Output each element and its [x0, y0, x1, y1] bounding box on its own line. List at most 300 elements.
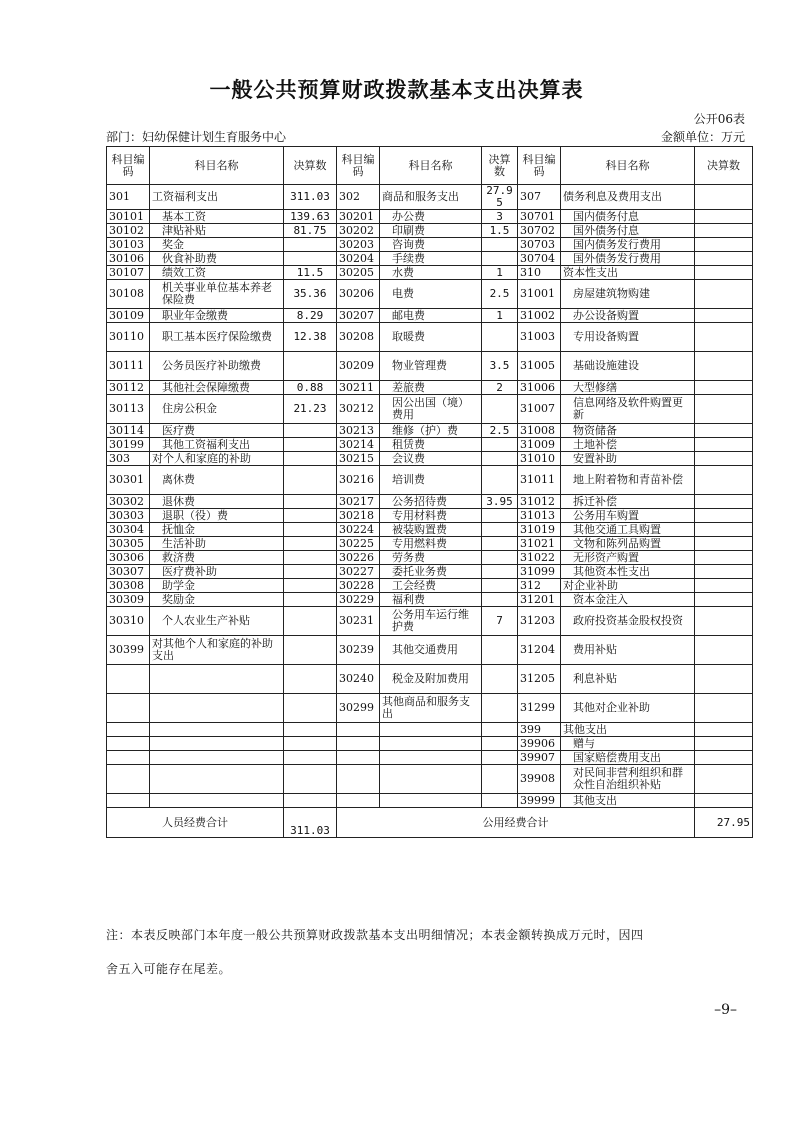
final-amount: [695, 238, 753, 252]
subject-code: 30231: [337, 607, 380, 636]
final-amount: [695, 509, 753, 523]
final-amount: [482, 593, 518, 607]
subject-name: 印刷费: [380, 224, 482, 238]
final-amount: [284, 794, 337, 808]
footnote-line-2: 舍五入可能存在尾差。: [106, 962, 232, 976]
subject-name: 职业年金缴费: [150, 309, 284, 323]
subject-name: 赠与: [561, 737, 695, 751]
subject-code: 39907: [518, 751, 561, 765]
footnote: [106, 925, 756, 993]
table-row: [107, 323, 753, 352]
final-amount: [695, 352, 753, 381]
subject-name: 专用材料费: [380, 509, 482, 523]
final-amount: [482, 438, 518, 452]
header-code-3: 科目编码: [518, 147, 561, 185]
table-row: [107, 238, 753, 252]
subject-code: [107, 765, 150, 794]
table-row: [107, 579, 753, 593]
subject-code: [107, 665, 150, 694]
table-row: [107, 452, 753, 466]
final-amount: [695, 466, 753, 495]
subject-name: 公务员医疗补助缴费: [150, 352, 284, 381]
final-amount: [284, 537, 337, 551]
subject-code: 30106: [107, 252, 150, 266]
subject-name: 职工基本医疗保险缴费: [150, 323, 284, 352]
final-amount: [284, 438, 337, 452]
subject-name: 政府投资基金股权投资: [561, 607, 695, 636]
final-amount: [695, 665, 753, 694]
subject-name: 大型修缮: [561, 381, 695, 395]
subject-name: 物业管理费: [380, 352, 482, 381]
amount-unit-label: 金额单位：万元: [660, 130, 745, 144]
subject-code: 30212: [337, 395, 380, 424]
header-name-1: 科目名称: [150, 147, 284, 185]
final-amount: 311.03: [284, 185, 337, 210]
subject-name: 委托业务费: [380, 565, 482, 579]
subject-name: 租赁费: [380, 438, 482, 452]
final-amount: [482, 737, 518, 751]
final-amount: 11.5: [284, 266, 337, 280]
final-amount: [284, 607, 337, 636]
subject-name: [150, 794, 284, 808]
subject-code: 31203: [518, 607, 561, 636]
subject-name: 助学金: [150, 579, 284, 593]
final-amount: [695, 280, 753, 309]
final-amount: [284, 751, 337, 765]
subject-code: 303: [107, 452, 150, 466]
table-row: [107, 737, 753, 751]
table-row: [107, 537, 753, 551]
subject-code: 30703: [518, 238, 561, 252]
subject-code: 31019: [518, 523, 561, 537]
subject-code: 30227: [337, 565, 380, 579]
subject-name: 手续费: [380, 252, 482, 266]
subject-code: 30201: [337, 210, 380, 224]
final-amount: 21.23: [284, 395, 337, 424]
final-amount: [482, 579, 518, 593]
final-amount: [695, 537, 753, 551]
subject-name: 专用设备购置: [561, 323, 695, 352]
final-amount: [482, 551, 518, 565]
final-amount: [695, 694, 753, 723]
subject-code: 30239: [337, 636, 380, 665]
subject-name: 国家赔偿费用支出: [561, 751, 695, 765]
subject-code: 30224: [337, 523, 380, 537]
final-amount: [284, 737, 337, 751]
subject-code: 31204: [518, 636, 561, 665]
table-row: [107, 395, 753, 424]
final-amount: [482, 452, 518, 466]
subject-code: 30208: [337, 323, 380, 352]
subject-code: 30112: [107, 381, 150, 395]
final-amount: [284, 352, 337, 381]
final-amount: [284, 523, 337, 537]
subject-code: 31001: [518, 280, 561, 309]
subject-code: [107, 694, 150, 723]
subject-code: 30309: [107, 593, 150, 607]
final-amount: 8.29: [284, 309, 337, 323]
subject-code: 30209: [337, 352, 380, 381]
table-row: [107, 607, 753, 636]
subject-code: 30103: [107, 238, 150, 252]
subject-name: 物资储备: [561, 424, 695, 438]
final-amount: 1: [482, 266, 518, 280]
subject-code: 30229: [337, 593, 380, 607]
table-row: [107, 794, 753, 808]
subject-name: [150, 723, 284, 737]
subject-name: 退休费: [150, 495, 284, 509]
subject-name: 奖金: [150, 238, 284, 252]
subject-code: 31009: [518, 438, 561, 452]
final-amount: [482, 537, 518, 551]
subject-name: 其他工资福利支出: [150, 438, 284, 452]
final-amount: [284, 551, 337, 565]
table-row: [107, 309, 753, 323]
subject-name: [150, 765, 284, 794]
subject-code: 30216: [337, 466, 380, 495]
subject-code: 30218: [337, 509, 380, 523]
subject-name: [380, 794, 482, 808]
subject-name: 公务招待费: [380, 495, 482, 509]
final-amount: 2: [482, 381, 518, 395]
final-amount: [284, 636, 337, 665]
final-amount: [482, 636, 518, 665]
subject-code: 30225: [337, 537, 380, 551]
final-amount: [695, 523, 753, 537]
subject-name: 其他支出: [561, 723, 695, 737]
header-name-2: 科目名称: [380, 147, 482, 185]
subject-code: 30308: [107, 579, 150, 593]
subject-name: 拆迁补偿: [561, 495, 695, 509]
subject-code: 39908: [518, 765, 561, 794]
subject-name: 对民间非营利组织和群众性自治组织补贴: [561, 765, 695, 794]
subject-code: [337, 723, 380, 737]
table-row: [107, 636, 753, 665]
final-amount: [695, 252, 753, 266]
subject-code: 30199: [107, 438, 150, 452]
table-row: [107, 495, 753, 509]
subject-name: 信息网络及软件购置更新: [561, 395, 695, 424]
subject-code: 30303: [107, 509, 150, 523]
subject-code: 30226: [337, 551, 380, 565]
final-amount: 12.38: [284, 323, 337, 352]
subject-name: 奖励金: [150, 593, 284, 607]
subject-name: [150, 751, 284, 765]
table-row: [107, 694, 753, 723]
table-row: [107, 466, 753, 495]
subject-name: 公务用车运行维护费: [380, 607, 482, 636]
final-amount: [695, 495, 753, 509]
final-amount: [695, 266, 753, 280]
final-amount: 3.5: [482, 352, 518, 381]
subject-name: 文物和陈列品购置: [561, 537, 695, 551]
final-amount: [695, 185, 753, 210]
final-amount: [284, 466, 337, 495]
subject-name: 医疗费: [150, 424, 284, 438]
subject-name: 劳务费: [380, 551, 482, 565]
subject-code: [337, 751, 380, 765]
personnel-total-label: 人员经费合计: [107, 808, 284, 838]
subject-code: 31205: [518, 665, 561, 694]
subject-name: 离休费: [150, 466, 284, 495]
subject-code: 30203: [337, 238, 380, 252]
final-amount: [695, 210, 753, 224]
final-amount: [482, 794, 518, 808]
final-amount: [695, 593, 753, 607]
subject-name: [150, 665, 284, 694]
subject-name: 津贴补贴: [150, 224, 284, 238]
final-amount: [482, 723, 518, 737]
final-amount: 3.95: [482, 495, 518, 509]
subject-code: 30109: [107, 309, 150, 323]
final-amount: [284, 665, 337, 694]
table-row: [107, 381, 753, 395]
header-code-1: 科目编码: [107, 147, 150, 185]
page-number: –9–: [714, 1002, 737, 1018]
subject-name: 其他对企业补助: [561, 694, 695, 723]
subject-name: 国外债务付息: [561, 224, 695, 238]
table-row: [107, 280, 753, 309]
final-amount: [695, 551, 753, 565]
table-row: [107, 424, 753, 438]
final-amount: 1: [482, 309, 518, 323]
form-number: 公开06表: [693, 112, 745, 126]
subject-code: 310: [518, 266, 561, 280]
subject-name: 其他资本性支出: [561, 565, 695, 579]
final-amount: [284, 694, 337, 723]
header-name-3: 科目名称: [561, 147, 695, 185]
table-row: [107, 224, 753, 238]
subject-code: 30701: [518, 210, 561, 224]
subject-code: 39906: [518, 737, 561, 751]
subject-code: 30214: [337, 438, 380, 452]
final-amount: [482, 523, 518, 537]
totals-row: [107, 808, 753, 838]
subject-name: 房屋建筑物购建: [561, 280, 695, 309]
subject-code: 31008: [518, 424, 561, 438]
subject-name: 取暖费: [380, 323, 482, 352]
subject-name: 因公出国（境）费用: [380, 395, 482, 424]
subject-code: 30704: [518, 252, 561, 266]
subject-name: 其他交通费用: [380, 636, 482, 665]
public-total-value: 27.95: [695, 808, 753, 838]
subject-code: 399: [518, 723, 561, 737]
table-row: [107, 266, 753, 280]
subject-code: 30228: [337, 579, 380, 593]
subject-name: 基本工资: [150, 210, 284, 224]
subject-name: 其他支出: [561, 794, 695, 808]
final-amount: [284, 252, 337, 266]
subject-name: 国外债务发行费用: [561, 252, 695, 266]
subject-code: 30301: [107, 466, 150, 495]
final-amount: 81.75: [284, 224, 337, 238]
footnote-line-1: 注：本表反映部门本年度一般公共预算财政拨款基本支出明细情况；本表金额转换成万元时，因四: [106, 928, 644, 942]
subject-name: 对其他个人和家庭的补助支出: [150, 636, 284, 665]
final-amount: [482, 509, 518, 523]
final-amount: [482, 765, 518, 794]
final-amount: [695, 751, 753, 765]
subject-name: 其他交通工具购置: [561, 523, 695, 537]
table-row: [107, 185, 753, 210]
subject-code: 30114: [107, 424, 150, 438]
subject-name: 个人农业生产补贴: [150, 607, 284, 636]
subject-code: 30211: [337, 381, 380, 395]
subject-name: 其他社会保障缴费: [150, 381, 284, 395]
final-amount: [695, 424, 753, 438]
final-amount: [284, 424, 337, 438]
subject-code: 30102: [107, 224, 150, 238]
subject-code: 30101: [107, 210, 150, 224]
subject-code: 312: [518, 579, 561, 593]
table-row: [107, 352, 753, 381]
subject-name: 绩效工资: [150, 266, 284, 280]
subject-name: 伙食补助费: [150, 252, 284, 266]
subject-name: 被装购置费: [380, 523, 482, 537]
final-amount: [482, 238, 518, 252]
final-amount: [695, 794, 753, 808]
final-amount: [695, 565, 753, 579]
table-row: [107, 565, 753, 579]
final-amount: [695, 381, 753, 395]
subject-name: [380, 765, 482, 794]
subject-name: 差旅费: [380, 381, 482, 395]
subject-name: 对企业补助: [561, 579, 695, 593]
final-amount: [695, 224, 753, 238]
table-row: [107, 438, 753, 452]
subject-name: 税金及附加费用: [380, 665, 482, 694]
table-row: [107, 665, 753, 694]
subject-code: 31201: [518, 593, 561, 607]
final-amount: [695, 579, 753, 593]
subject-code: [337, 765, 380, 794]
subject-name: 国内债务发行费用: [561, 238, 695, 252]
final-amount: 35.36: [284, 280, 337, 309]
subject-code: 30307: [107, 565, 150, 579]
subject-name: 救济费: [150, 551, 284, 565]
final-amount: [695, 607, 753, 636]
subject-name: 办公设备购置: [561, 309, 695, 323]
final-amount: [695, 723, 753, 737]
table-row: [107, 509, 753, 523]
final-amount: [482, 565, 518, 579]
final-amount: [482, 323, 518, 352]
final-amount: 7: [482, 607, 518, 636]
subject-code: 30215: [337, 452, 380, 466]
subject-code: 30399: [107, 636, 150, 665]
subject-code: 30304: [107, 523, 150, 537]
subject-code: 30217: [337, 495, 380, 509]
subject-name: [380, 737, 482, 751]
header-amount-3: 决算数: [695, 147, 753, 185]
subject-code: 30299: [337, 694, 380, 723]
subject-code: 30306: [107, 551, 150, 565]
final-amount: [695, 636, 753, 665]
subject-code: 31005: [518, 352, 561, 381]
final-amount: [284, 565, 337, 579]
subject-code: 31006: [518, 381, 561, 395]
subject-name: 对个人和家庭的补助: [150, 452, 284, 466]
final-amount: [482, 751, 518, 765]
subject-code: 31007: [518, 395, 561, 424]
subject-name: 工会经费: [380, 579, 482, 593]
table-row: [107, 593, 753, 607]
final-amount: [482, 395, 518, 424]
final-amount: 3: [482, 210, 518, 224]
subject-name: 费用补贴: [561, 636, 695, 665]
subject-code: 31010: [518, 452, 561, 466]
subject-code: 30207: [337, 309, 380, 323]
subject-name: 资本金注入: [561, 593, 695, 607]
subject-name: [380, 751, 482, 765]
final-amount: [695, 737, 753, 751]
subject-code: [107, 751, 150, 765]
subject-code: 39999: [518, 794, 561, 808]
subject-code: 30305: [107, 537, 150, 551]
subject-name: 工资福利支出: [150, 185, 284, 210]
subject-name: 福利费: [380, 593, 482, 607]
final-amount: [695, 309, 753, 323]
public-total-label: 公用经费合计: [337, 808, 695, 838]
subject-name: [150, 694, 284, 723]
subject-code: 31013: [518, 509, 561, 523]
final-amount: [284, 509, 337, 523]
header-amount-1: 决算数: [284, 147, 337, 185]
subject-name: 机关事业单位基本养老保险费: [150, 280, 284, 309]
final-amount: [695, 452, 753, 466]
subject-name: 资本性支出: [561, 266, 695, 280]
subject-code: 30702: [518, 224, 561, 238]
subject-name: 土地补偿: [561, 438, 695, 452]
department-label: 部门：妇幼保健计划生育服务中心: [106, 130, 287, 144]
subject-name: [380, 723, 482, 737]
subject-code: [107, 794, 150, 808]
subject-name: 国内债务付息: [561, 210, 695, 224]
personnel-total-value: 311.03: [284, 808, 337, 838]
table-row: [107, 765, 753, 794]
final-amount: [284, 723, 337, 737]
final-amount: [284, 579, 337, 593]
final-amount: [284, 238, 337, 252]
subject-code: 30205: [337, 266, 380, 280]
subject-code: 31099: [518, 565, 561, 579]
subject-name: 商品和服务支出: [380, 185, 482, 210]
subject-name: 安置补助: [561, 452, 695, 466]
table-row: [107, 723, 753, 737]
final-amount: [482, 252, 518, 266]
subject-name: 电费: [380, 280, 482, 309]
table-row: [107, 210, 753, 224]
subject-name: 邮电费: [380, 309, 482, 323]
subject-code: 31299: [518, 694, 561, 723]
final-amount: [695, 395, 753, 424]
subject-name: 咨询费: [380, 238, 482, 252]
subject-code: 31002: [518, 309, 561, 323]
subject-name: 债务利息及费用支出: [561, 185, 695, 210]
final-amount: [695, 765, 753, 794]
final-amount: [695, 323, 753, 352]
subject-code: 30108: [107, 280, 150, 309]
subject-code: 302: [337, 185, 380, 210]
table-row: [107, 523, 753, 537]
header-amount-2: 决算数: [482, 147, 518, 185]
final-amount: 1.5: [482, 224, 518, 238]
subject-name: 无形资产购置: [561, 551, 695, 565]
subject-code: 30206: [337, 280, 380, 309]
subject-name: 会议费: [380, 452, 482, 466]
expenditure-table: [106, 146, 753, 838]
table-row: [107, 252, 753, 266]
subject-name: 公务用车购置: [561, 509, 695, 523]
